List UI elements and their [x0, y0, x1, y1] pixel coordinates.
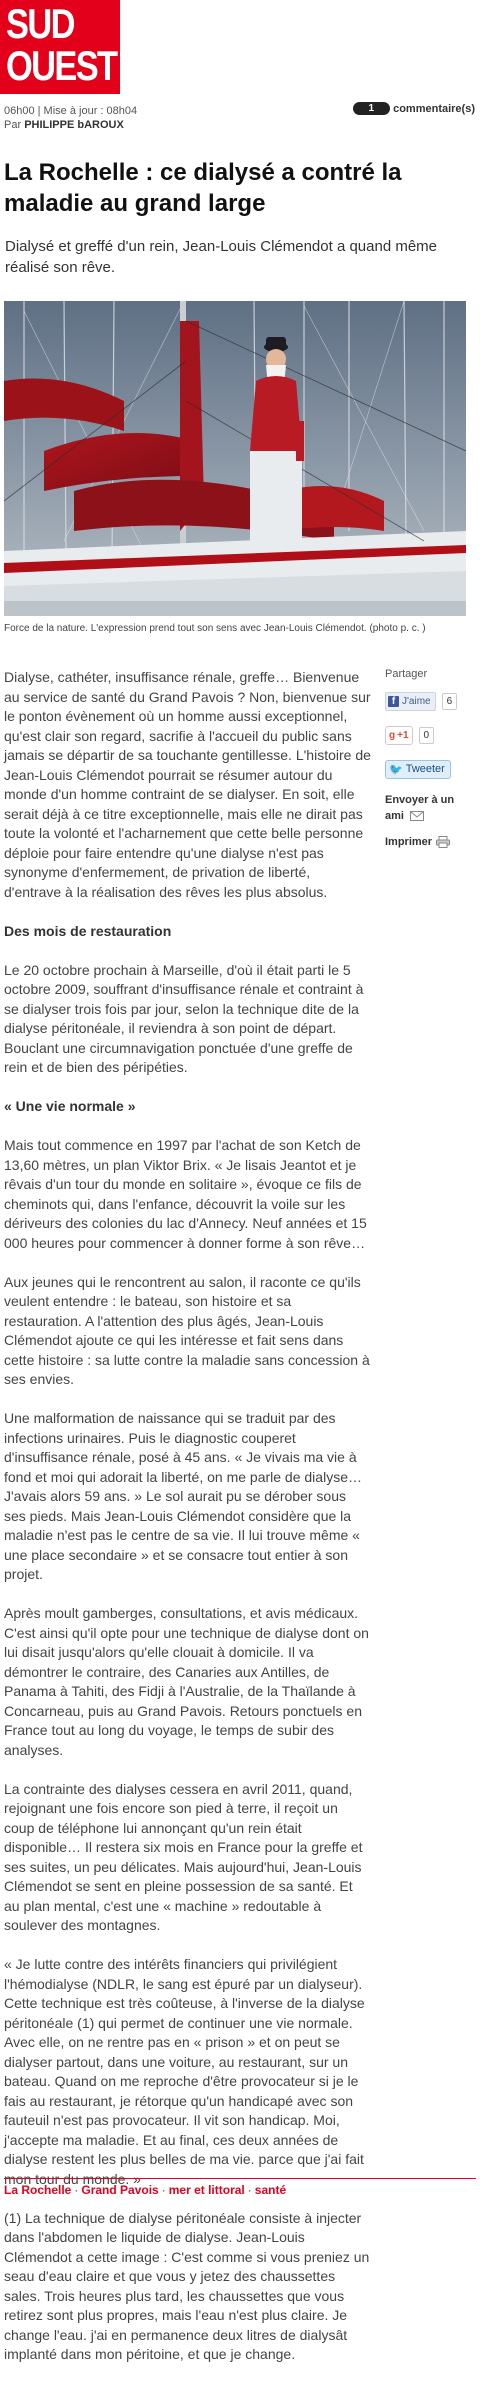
article-paragraph: (1) La technique de dialyse péritonéale consiste à injecter dans l'abdomen le liquide de dialyse. Jean-Louis Clémendot a cette image : C'est comme si vous preniez un seau d'eau claire et que vous y jetez des chaussettes sales. Trois heures plus tard, les chaussettes que vous retirez sont plus propres, mais l'eau n'est plus claire. Je change l'eau. j'ai en permanence deux litres de dialysât implanté dans mon péritoine, et que je change.: [4, 2209, 370, 2362]
sud-ouest-logo[interactable]: [0, 0, 120, 94]
comments-link[interactable]: [353, 102, 475, 115]
email-friend-label: Envoyer à un ami: [385, 794, 455, 822]
article-paragraph: Aux jeunes qui le rencontrent au salon, il raconte ce qu'ils veulent entendre : le bateau, son histoire et sa restauration. A l'attention des plus âgés, Jean-Louis Clémendot ajoute ce qui les intéresse et fait sens dans cette histoire : sa lutte contre la maladie sans concession à ses envies.: [4, 1273, 370, 1387]
publish-time: 06h00 | Mise à jour : 08h04: [4, 105, 138, 117]
tweet-label: Tweeter: [405, 763, 445, 775]
printer-icon: [436, 836, 450, 848]
tag-separator: ·: [74, 2183, 79, 2197]
email-friend-link[interactable]: [385, 792, 475, 824]
google-plus-label: +1: [397, 729, 409, 741]
logo-line-2: OUEST: [6, 42, 117, 89]
article-body: [4, 668, 371, 2384]
tag-separator: ·: [247, 2183, 252, 2197]
article-paragraph: Après moult gamberges, consultations, et avis médicaux. C'est ainsi qu'il opte pour une technique de dialyse dont on lui disait jusqu'alors qu'elle clouait à domicile. Il va démontrer le contraire, des Canaries aux Antilles, de Panama à Tahiti, des Fidji à l'Australie, de la Thaïlande à Concarneau, puis au Grand Pavois. Retours ponctuels en France tout au long du voyage, le temps de subir des analyses.: [4, 1605, 369, 1758]
gplus-row: [385, 724, 475, 746]
headline: La Rochelle : ce dialysé a contré la maladie au grand large: [4, 159, 402, 217]
share-panel: [385, 668, 475, 848]
tweet-button[interactable]: [385, 760, 451, 779]
byline-prefix: Par: [4, 119, 22, 131]
tag-link[interactable]: La Rochelle: [4, 2183, 72, 2197]
facebook-like-button[interactable]: [385, 692, 436, 711]
tag-separator: ·: [161, 2183, 166, 2197]
facebook-icon: f: [388, 696, 399, 707]
tag-link[interactable]: santé: [254, 2183, 287, 2197]
article-paragraph: « Je lutte contre des intérêts financiers qui privilégient l'hémodialyse (NDLR, le sang est épuré par un dialyseur). Cette technique est très coûteuse, à l'inverse de la dialyse péritonéale (1) qui permet de continuer une vie normale. Avec elle, on ne rentre pas en « prison » et on peut se dialyser partout, dans une voiture, au restaurant, sur un bateau. Quand on me reproche d'être provocateur si je le fais au restaurant, je rétorque qu'un handicapé avec son fauteuil n'est pas provocateur. Il vit son handicap. Moi, j'accepte ma maladie. Et au final, ces deux années de dialyse restent les plus belles de ma vie. parce que j'ai fait mon tour du monde. »: [4, 1956, 365, 2187]
tags-footer: [4, 2178, 476, 2197]
google-plus-count: 0: [419, 727, 435, 744]
lead-paragraph: Dialysé et greffé d'un rein, Jean-Louis Clémendot a quand même réalisé son rêve.: [5, 238, 438, 276]
google-plus-button[interactable]: [385, 726, 413, 745]
photo-caption: Force de la nature. L'expression prend tout son sens avec Jean-Louis Clémendot. (photo p. c. ): [4, 623, 426, 634]
article-meta: [4, 104, 137, 132]
twitter-row: [385, 758, 475, 780]
comment-count-badge[interactable]: 1: [353, 102, 391, 115]
section-heading: « Une vie normale »: [4, 1098, 136, 1114]
envelope-icon: [410, 811, 424, 821]
section-heading: Des mois de restauration: [4, 922, 172, 939]
article-paragraph: Une malformation de naissance qui se traduit par des infections urinaires. Puis le diagnostic couperet d'insuffisance rénale, posé à 45 ans. « Je vivais ma vie à fond et moi qui adorait la liberté, on me parle de dialyse… J'avais alors 59 ans. » Le sol aurait pu se dérober sous ses pieds. Mais Jean-Louis Clémendot considère que la maladie n'est pas le centre de sa vie. Il lui trouve même « une place secondaire » et se consacre tout entier à son projet.: [4, 1410, 362, 1582]
article-paragraph: Dialyse, cathéter, insuffisance rénale, greffe… Bienvenue au service de santé du Grand Pavois ? Non, bienvenue sur le ponton évènement où un homme aussi exceptionnel, qu'est clair son regard, sacrifie à l'accueil du public sans jamais se départir de sa touchante gentillesse. L'histoire de Jean-Louis Clémendot pourrait se résumer autour du monde d'un homme contraint de se dialyser. En soit, elle serait déjà à ce titre exceptionnelle, mais elle ne dirait pas toute la volonté et l'acharnement que cette belle personne déploie pour faire entendre qu'une dialyse n'est pas synonyme d'enfermement, de privation de liberté, d'entrave à la réalisation des rêves les plus absolus.: [4, 669, 371, 900]
article-paragraph: Le 20 octobre prochain à Marseille, d'où il était parti le 5 octobre 2009, souffrant d'insuffisance rénale et contraint à se dialyser trois fois par jour, selon la technique dite de la dialyse péritonéale, il reviendra à son point de départ. Bouclant une circumnavigation ponctuée d'une greffe de rein et de bien des péripéties.: [4, 961, 364, 1075]
share-title: Partager: [385, 668, 428, 680]
tag-link[interactable]: mer et littoral: [168, 2183, 245, 2197]
tag-link[interactable]: Grand Pavois: [81, 2183, 159, 2197]
article-photo[interactable]: [4, 301, 466, 616]
logo-line-1: SUD: [6, 0, 74, 47]
article-paragraph: Mais tout commence en 1997 par l'achat de son Ketch de 13,60 mètres, un plan Viktor Brix. « Je lisais Jeantot et je rêvais d'un tour du monde en solitaire », évoque ce fils de cheminots qui, dans l'enfance, découvrit la voile sur les dériveurs des colonies du lac d'Annecy. Neuf années et 15 000 heures pour commencer à donner forme à son rêve…: [4, 1137, 367, 1251]
google-plus-icon: g: [389, 729, 396, 741]
article-paragraph: La contrainte des dialyses cessera en avril 2011, quand, rejoignant une fois encore son pied à terre, il reçoit un coup de téléphone lui annonçant qu'un rein était disponible… Il restera six mois en France pour la greffe et ses suites, un peu délicates. Mais aujourd'hui, Jean-Louis Clémendot se sent en pleine possession de sa santé. Et au plan mental, c'est une « machine » redoutable à soulever des montagnes.: [4, 1780, 363, 1933]
byline: [4, 118, 137, 132]
facebook-like-count: 6: [442, 693, 458, 710]
author-name[interactable]: PHILIPPE bAROUX: [24, 119, 124, 131]
print-label: Imprimer: [385, 836, 433, 848]
print-link[interactable]: [385, 836, 475, 848]
facebook-like-label: J'aime: [402, 695, 431, 707]
twitter-bird-icon: 🐦: [389, 763, 403, 776]
sailboat-photo: [4, 301, 466, 616]
comments-label[interactable]: commentaire(s): [393, 102, 475, 115]
facebook-row: [385, 690, 475, 712]
